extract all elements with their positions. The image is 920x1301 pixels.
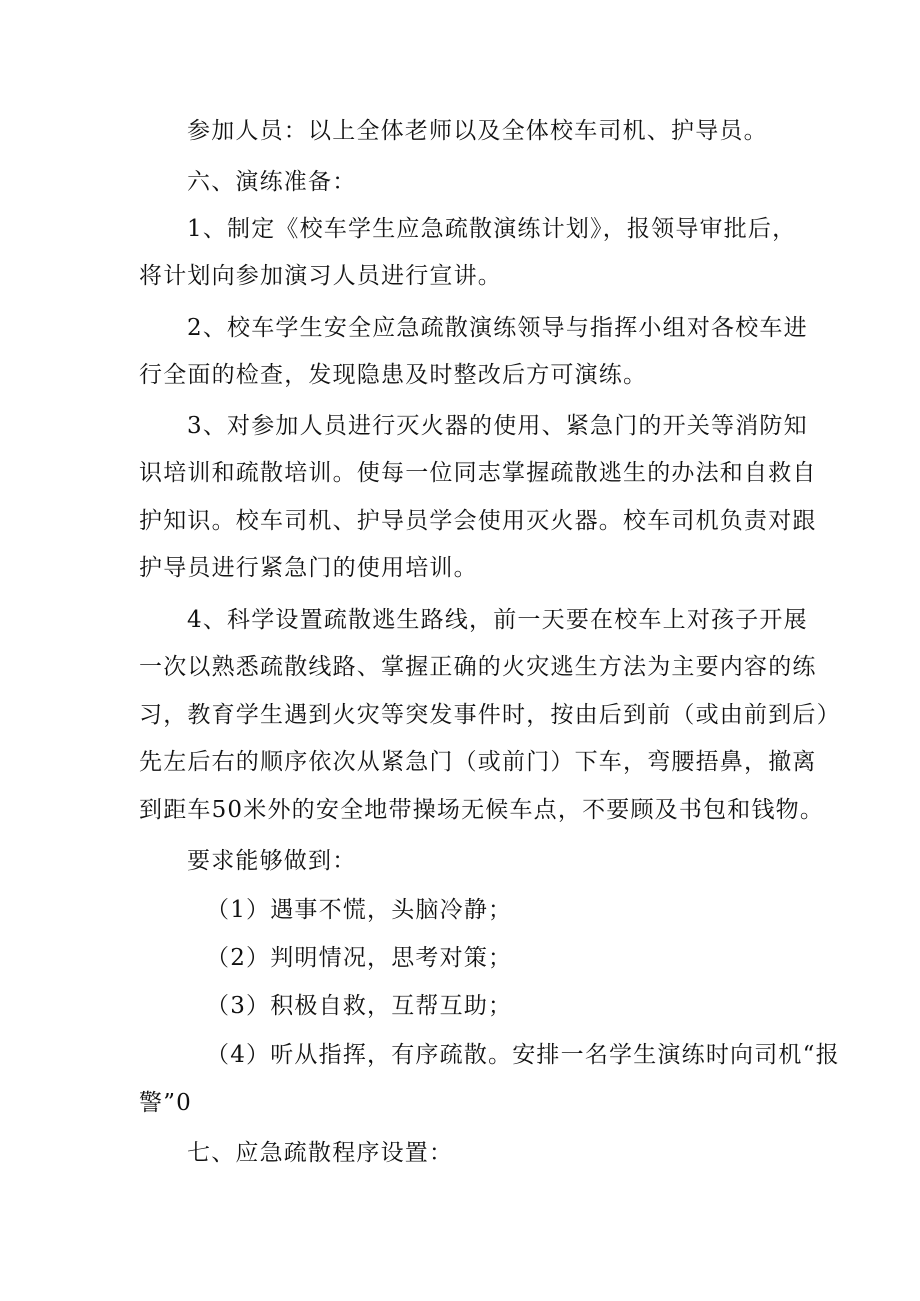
item-4-line-5: 到距车50米外的安全地带操场无候车点，不要顾及书包和钱物。 <box>139 797 825 823</box>
item-4-line-3: 习，教育学生遇到火灾等突发事件时，按由后到前（或由前到后） <box>139 702 841 728</box>
item-3-line-3: 护知识。校车司机、护导员学会使用灭火器。校车司机负责对跟 <box>139 508 817 534</box>
item-2-line-2: 行全面的检查，发现隐患及时整改后方可演练。 <box>139 362 648 388</box>
item-3-line-1: 3、对参加人员进行灭火器的使用、紧急门的开关等消防知 <box>187 413 808 439</box>
item-1-line-2: 将计划向参加演习人员进行宣讲。 <box>139 263 502 289</box>
item-4-line-4: 先左后右的顺序依次从紧急门（或前门）下车，弯腰捂鼻，撤离 <box>139 749 817 775</box>
item-3-line-4: 护导员进行紧急门的使用培训。 <box>139 555 478 581</box>
requirement-4-line-1: （4）听从指挥，有序疏散。安排一名学生演练时向司机“报 <box>206 1042 840 1068</box>
section-seven-heading: 七、应急疏散程序设置： <box>187 1140 454 1166</box>
requirements-heading: 要求能够做到： <box>187 848 357 874</box>
requirement-3: （3）积极自救，互帮互助； <box>206 993 513 1019</box>
item-1-line-1: 1、制定《校车学生应急疏散演练计划》，报领导审批后， <box>187 216 797 242</box>
requirement-2: （2）判明情况，思考对策； <box>206 945 513 971</box>
attendees-line: 参加人员：以上全体老师以及全体校车司机、护导员。 <box>187 118 768 144</box>
requirement-1: （1）遇事不慌，头脑冷静； <box>206 897 513 923</box>
item-2-line-1: 2、校车学生安全应急疏散演练领导与指挥小组对各校车进 <box>187 315 808 341</box>
item-4-line-1: 4、科学设置疏散逃生路线，前一天要在校车上对孩子开展 <box>187 607 808 633</box>
requirement-4-line-2: 警”0 <box>139 1090 192 1116</box>
section-six-heading: 六、演练准备： <box>187 169 357 195</box>
item-3-line-2: 识培训和疏散培训。使每一位同志掌握疏散逃生的办法和自救自 <box>139 460 817 486</box>
item-4-line-2: 一次以熟悉疏散线路、掌握正确的火灾逃生方法为主要内容的练 <box>139 654 817 680</box>
